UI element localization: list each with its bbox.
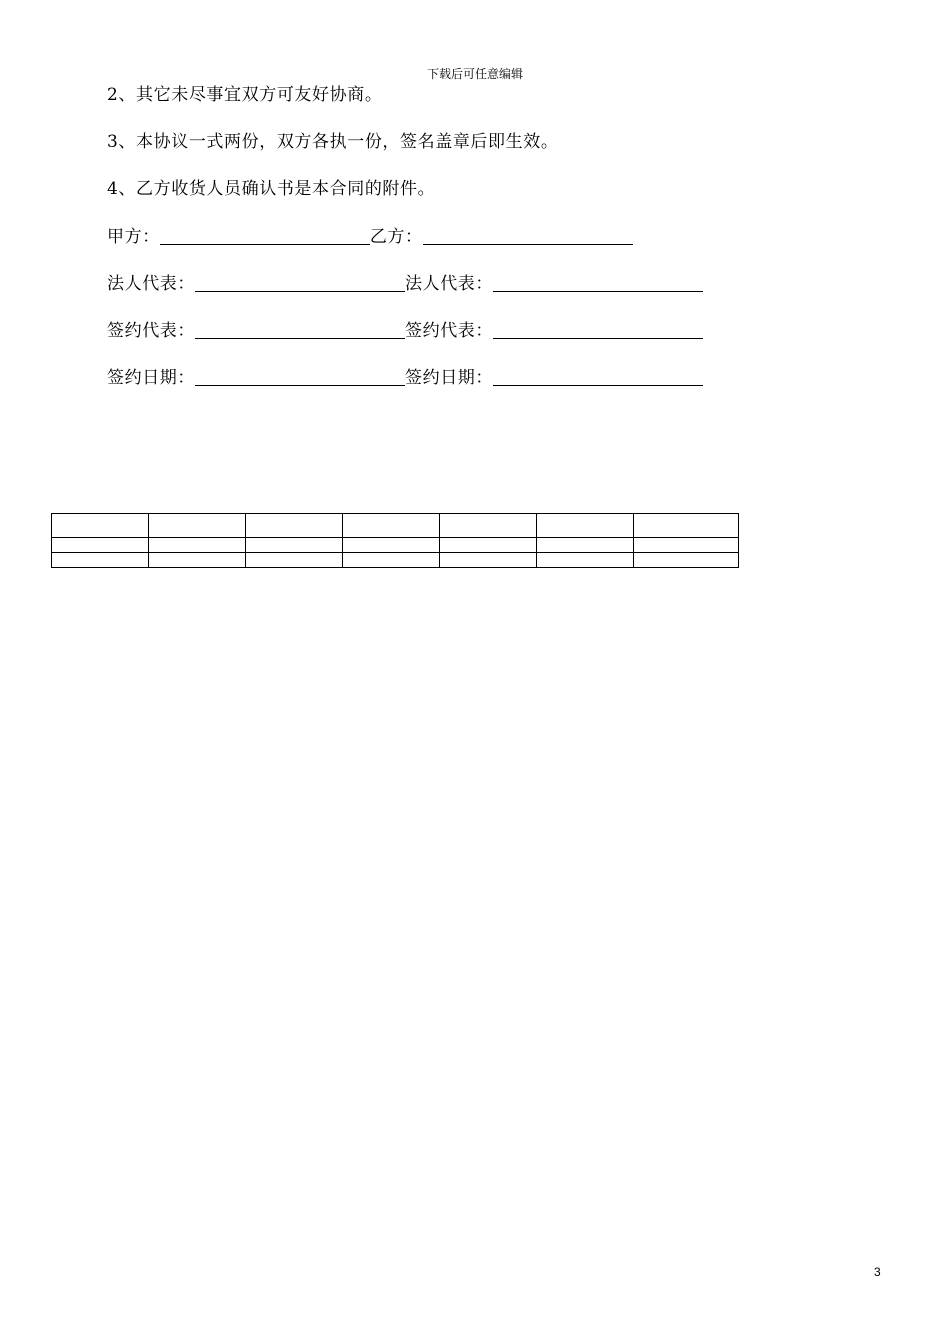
table-cell (537, 538, 634, 553)
table-cell (537, 553, 634, 568)
table-cell (537, 514, 634, 538)
party-b-label: 乙方： (369, 227, 423, 247)
legal-rep-a-blank (195, 275, 405, 292)
legal-rep-a-label: 法人代表： (107, 274, 195, 294)
table-cell (343, 538, 440, 553)
table-cell (149, 514, 246, 538)
table-cell (440, 514, 537, 538)
signing-date-b-blank (493, 369, 703, 386)
legal-rep-b-blank (493, 275, 703, 292)
table-cell (52, 514, 149, 538)
signing-rep-a-label: 签约代表： (107, 321, 195, 341)
table-cell (634, 553, 739, 568)
legal-rep-b-label: 法人代表： (405, 274, 493, 294)
signing-date-row (107, 367, 703, 389)
party-a-blank (160, 228, 370, 245)
signing-rep-row (107, 320, 703, 342)
signing-rep-a-blank (195, 322, 405, 339)
table-cell (440, 553, 537, 568)
party-a-label: 甲方： (107, 227, 160, 247)
table-cell (246, 553, 343, 568)
table-cell (52, 553, 149, 568)
signing-date-a-blank (195, 369, 405, 386)
signing-date-b-label: 签约日期： (405, 368, 493, 388)
table-cell (149, 553, 246, 568)
table-cell (634, 514, 739, 538)
table-cell (634, 538, 739, 553)
page-number: 3 (874, 1265, 881, 1279)
table-cell (246, 514, 343, 538)
table-cell (149, 538, 246, 553)
table-cell (246, 538, 343, 553)
table-cell (52, 538, 149, 553)
table-cell (343, 514, 440, 538)
legal-rep-row (107, 273, 703, 295)
table-cell (343, 553, 440, 568)
signing-date-a-label: 签约日期： (107, 368, 195, 388)
clause-4: 4、乙方收货人员确认书是本合同的附件。 (107, 179, 436, 199)
table-cell (440, 538, 537, 553)
table-row (52, 538, 739, 553)
attachment-table (51, 513, 739, 568)
clause-2: 2、其它未尽事宜双方可友好协商。 (107, 85, 383, 105)
party-b-blank (423, 228, 633, 245)
signing-rep-b-label: 签约代表： (405, 321, 493, 341)
party-row (107, 226, 633, 248)
table-row (52, 514, 739, 538)
table-row (52, 553, 739, 568)
signing-rep-b-blank (493, 322, 703, 339)
page-header-note: 下载后可任意编辑 (426, 67, 523, 81)
clause-3: 3、本协议一式两份，双方各执一份，签名盖章后即生效。 (107, 132, 559, 152)
